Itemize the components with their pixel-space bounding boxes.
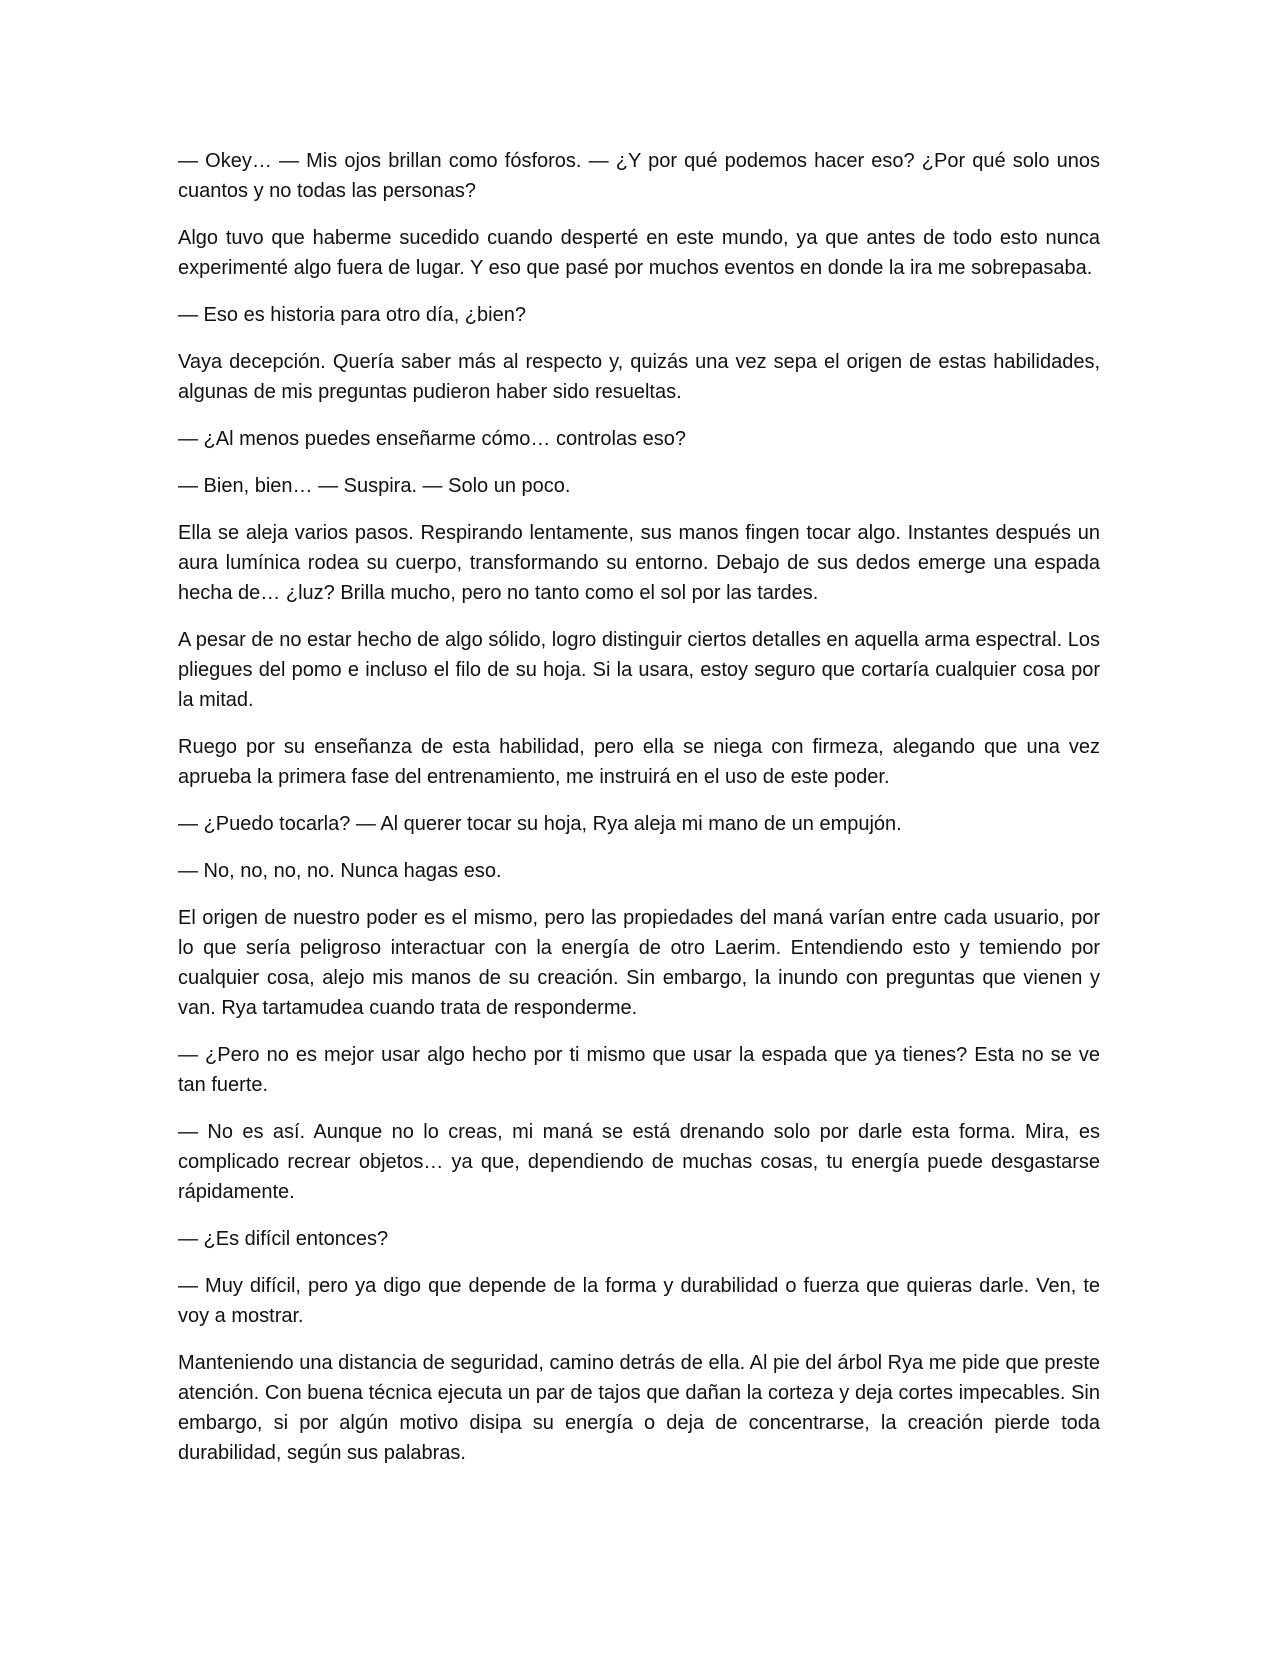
paragraph: — Okey… — Mis ojos brillan como fósforos. — ¿Y por qué podemos hacer eso? ¿Por qué solo unos cuantos y no todas las personas? [178, 150, 1100, 202]
paragraph: — Bien, bien… — Suspira. — Solo un poco. [178, 475, 571, 497]
paragraph: Ruego por su enseñanza de esta habilidad, pero ella se niega con firmeza, alegando que una vez aprueba la primera fase del entrenamiento, me instruirá en el uso de este poder. [178, 736, 1100, 788]
paragraph: A pesar de no estar hecho de algo sólido, logro distinguir ciertos detalles en aquella arma espectral. Los pliegues del pomo e incluso el filo de su hoja. Si la usara, estoy seguro que cortaría cualquier cosa por la mitad. [178, 629, 1100, 711]
paragraph: — ¿Puedo tocarla? — Al querer tocar su hoja, Rya aleja mi mano de un empujón. [178, 813, 902, 835]
paragraph: — Muy difícil, pero ya digo que depende de la forma y durabilidad o fuerza que quieras darle. Ven, te voy a mostrar. [178, 1275, 1100, 1327]
document-body [178, 146, 1100, 1485]
paragraph: Algo tuvo que haberme sucedido cuando desperté en este mundo, ya que antes de todo esto nunca experimenté algo fuera de lugar. Y eso que pasé por muchos eventos en donde la ira me sobrepasaba. [178, 227, 1100, 279]
paragraph: Ella se aleja varios pasos. Respirando lentamente, sus manos fingen tocar algo. Instantes después un aura lumínica rodea su cuerpo, transformando su entorno. Debajo de sus dedos emerge una espada hecha de… ¿luz? Brilla mucho, pero no tanto como el sol por las tardes. [178, 522, 1100, 604]
paragraph: — ¿Al menos puedes enseñarme cómo… controlas eso? [178, 428, 687, 450]
paragraph: — ¿Es difícil entonces? [178, 1228, 389, 1250]
paragraph: — ¿Pero no es mejor usar algo hecho por ti mismo que usar la espada que ya tienes? Esta no se ve tan fuerte. [178, 1044, 1100, 1096]
paragraph: Manteniendo una distancia de seguridad, camino detrás de ella. Al pie del árbol Rya me pide que preste atención. Con buena técnica ejecuta un par de tajos que dañan la corteza y deja cortes impecables. Sin embargo, si por algún motivo disipa su energía o deja de concentrarse, la creación pierde toda durabilidad, según sus palabras. [178, 1352, 1100, 1464]
paragraph: El origen de nuestro poder es el mismo, pero las propiedades del maná varían entre cada usuario, por lo que sería peligroso interactuar con la energía de otro Laerim. Entendiendo esto y temiendo por cualquier cosa, alejo mis manos de su creación. Sin embargo, la inundo con preguntas que vienen y van. Rya tartamudea cuando trata de responderme. [178, 907, 1100, 1019]
paragraph: Vaya decepción. Quería saber más al respecto y, quizás una vez sepa el origen de estas habilidades, algunas de mis preguntas pudieron haber sido resueltas. [178, 351, 1100, 403]
paragraph: — No es así. Aunque no lo creas, mi maná se está drenando solo por darle esta forma. Mira, es complicado recrear objetos… ya que, dependiendo de muchas cosas, tu energía puede desgastarse rápidamente. [178, 1121, 1100, 1203]
paragraph: — Eso es historia para otro día, ¿bien? [178, 304, 526, 326]
paragraph: — No, no, no, no. Nunca hagas eso. [178, 860, 502, 882]
